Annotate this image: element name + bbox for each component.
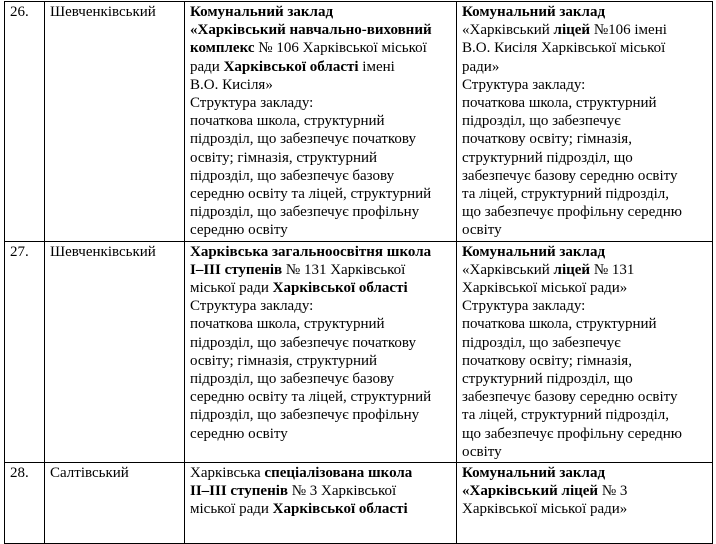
name-segment: № 3 Харківської <box>287 483 397 500</box>
structure-line: початкова школа, структурний <box>190 113 385 130</box>
name-segment: Комунальний заклад <box>462 243 606 260</box>
name-segment: Харківської області <box>272 501 408 518</box>
name-segment: Комунальний заклад <box>462 4 606 20</box>
name-segment: «Харківський ліцей <box>462 483 599 500</box>
structure-line: середню освіту та ліцей, структурний <box>190 389 432 406</box>
name-segment: «Харківський <box>462 261 554 278</box>
name-line <box>190 261 452 279</box>
structure-line: початкову освіту; гімназія, <box>462 131 632 148</box>
current-name-cell <box>185 2 457 242</box>
row-number: 28. <box>5 463 45 544</box>
structure-line: підрозділ, що забезпечує <box>462 334 621 351</box>
name-line <box>190 58 452 76</box>
name-line <box>462 3 708 21</box>
name-segment: спеціалізована школа <box>264 465 413 482</box>
structure-line: середню освіту <box>190 222 288 239</box>
district-cell: Шевченківський <box>45 2 185 242</box>
structure-line: освіту; гімназія, структурний <box>190 149 378 166</box>
name-segment: ліцей <box>553 261 591 278</box>
name-line <box>462 279 708 297</box>
name-segment: Харківська <box>190 465 265 482</box>
structure-line: та ліцей, структурний підрозділ, <box>462 407 670 424</box>
name-segment: № 3 <box>598 483 628 500</box>
row-number: 26. <box>5 2 45 242</box>
structure-line: забезпечує базову середню освіту <box>462 167 678 184</box>
structure-line: підрозділ, що забезпечує базову <box>190 371 395 388</box>
name-segment: міської ради <box>190 280 273 297</box>
name-line <box>190 500 452 518</box>
structure-line: початкова школа, структурний <box>462 316 657 333</box>
district-cell: Шевченківський <box>45 241 185 462</box>
name-line <box>190 3 452 21</box>
name-segment: ліцей <box>553 22 591 39</box>
name-segment: «Харківський <box>462 22 554 39</box>
structure-line: підрозділ, що забезпечує профільну <box>190 204 420 221</box>
name-line <box>462 500 708 518</box>
structure-line: забезпечує базову середню освіту <box>462 389 678 406</box>
name-line <box>462 482 708 500</box>
name-line <box>190 76 452 94</box>
name-segment: І–ІІІ ступенів <box>190 261 283 278</box>
current-name-cell <box>185 463 457 544</box>
structure-line: структурний підрозділ, що <box>462 149 633 166</box>
name-line <box>190 482 452 500</box>
table-row <box>5 241 713 462</box>
name-segment: ради <box>190 58 224 75</box>
name-line <box>462 464 708 482</box>
name-segment: Комунальний заклад <box>190 4 334 20</box>
table-row <box>5 2 713 242</box>
structure-line: початкова школа, структурний <box>462 95 657 112</box>
new-name-cell <box>457 241 713 462</box>
name-segment: комплекс <box>190 40 255 57</box>
structure-line: середню освіту <box>190 425 288 442</box>
structure-line: підрозділ, що забезпечує <box>462 113 621 130</box>
name-segment: міської ради <box>190 501 273 518</box>
name-segment: В.О. Кисіля Харківської міської <box>462 40 666 57</box>
structure-line: підрозділ, що забезпечує базову <box>190 167 395 184</box>
name-segment: № 131 <box>590 261 635 278</box>
current-name-cell <box>185 241 457 462</box>
name-line <box>462 243 708 261</box>
name-segment: ІІ–ІІІ ступенів <box>190 483 288 500</box>
name-segment: № 106 Харківської міської <box>254 40 427 57</box>
name-segment: Харківської міської ради» <box>462 501 628 518</box>
name-segment: В.О. Кисіля» <box>190 76 273 93</box>
name-line <box>190 21 452 39</box>
name-segment: №106 імені <box>590 22 667 39</box>
structure-line: підрозділ, що забезпечує початкову <box>190 131 416 148</box>
name-line <box>190 243 452 261</box>
name-line <box>190 464 452 482</box>
structure-heading: Структура закладу: <box>190 95 314 112</box>
structure-line: освіту; гімназія, структурний <box>190 352 378 369</box>
structure-line: початкова школа, структурний <box>190 316 385 333</box>
structure-line: підрозділ, що забезпечує профільну <box>190 407 420 424</box>
structure-line: підрозділ, що забезпечує початкову <box>190 334 416 351</box>
name-segment: Харківської міської ради» <box>462 280 628 297</box>
structure-line: та ліцей, структурний підрозділ, <box>462 186 670 203</box>
name-segment: Харківської області <box>223 58 359 75</box>
name-segment: Харківська загальноосвітня школа <box>190 243 432 260</box>
name-line <box>462 21 708 39</box>
name-segment: Комунальний заклад <box>462 465 606 482</box>
name-line <box>462 261 708 279</box>
structure-line: що забезпечує профільну середню <box>462 425 682 442</box>
name-segment: № 131 Харківської <box>282 261 406 278</box>
name-line <box>190 279 452 297</box>
new-name-cell <box>457 463 713 544</box>
structure-line: середню освіту та ліцей, структурний <box>190 186 432 203</box>
district-cell: Салтівський <box>45 463 185 544</box>
structure-line: що забезпечує профільну середню <box>462 204 682 221</box>
name-line <box>190 39 452 57</box>
name-segment: Харківської області <box>272 280 408 297</box>
name-segment: «Харківський навчально-виховний <box>190 22 432 39</box>
institutions-table <box>4 1 713 544</box>
structure-heading: Структура закладу: <box>462 298 586 315</box>
structure-line: початкову освіту; гімназія, <box>462 352 632 369</box>
structure-heading: Структура закладу: <box>462 76 586 93</box>
structure-line: структурний підрозділ, що <box>462 371 633 388</box>
structure-line: освіту <box>462 443 502 460</box>
table-row <box>5 463 713 544</box>
name-segment: імені <box>358 58 395 75</box>
name-line <box>462 58 708 76</box>
row-number: 27. <box>5 241 45 462</box>
structure-line: освіту <box>462 222 502 239</box>
new-name-cell <box>457 2 713 242</box>
name-line <box>462 39 708 57</box>
name-segment: ради» <box>462 58 500 75</box>
structure-heading: Структура закладу: <box>190 298 314 315</box>
